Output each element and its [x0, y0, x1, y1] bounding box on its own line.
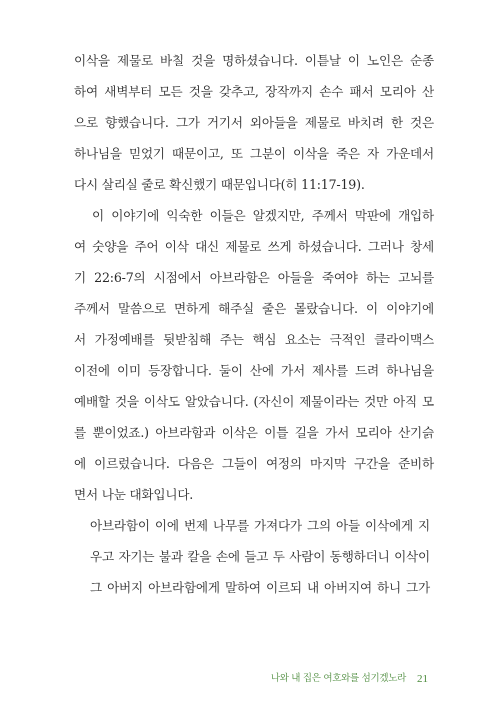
text-line: 주께서 말씀으로 면하게 해주실 줄은 몰랐습니다. 이 이야기에	[74, 301, 434, 316]
text-line: 하여 새벽부터 모든 것을 갖추고, 장작까지 손수 패서 모리아 산	[74, 84, 434, 99]
text-line: 그 아버지 아브라함에게 말하여 이르되 내 아버지여 하니 그가	[90, 580, 430, 595]
text-line: 를 뿐이었죠.) 아브라함과 이삭은 이틀 길을 가서 모리아 산기슭	[74, 425, 434, 440]
text-line: 이삭을 제물로 바칠 것을 명하셨습니다. 이튿날 이 노인은 순종	[74, 53, 434, 68]
text-line: 하나님을 믿었기 때문이고, 또 그분이 이삭을 죽은 자 가운데서	[74, 146, 434, 161]
text-line: 여 숫양을 주어 이삭 대신 제물로 쓰게 하셨습니다. 그러나 창세	[74, 239, 434, 254]
text-line: 아브라함이 이에 번제 나무를 가져다가 그의 아들 이삭에게 지	[90, 518, 430, 533]
page-number: 21	[417, 673, 428, 685]
text-line: 면서 나눈 대화입니다.	[74, 487, 194, 502]
text-line: 예배할 것을 이삭도 알았습니다. (자신이 제물이라는 것만 아직 모	[74, 394, 434, 409]
running-title: 나와 내 집은 여호와를 섬기겠노라	[270, 673, 406, 684]
page-footer	[0, 671, 482, 687]
text-line: 기 22:6-7의 시점에서 아브라함은 아들을 죽여야 하는 고뇌를	[74, 270, 434, 285]
text-line: 이전에 이미 등장합니다. 둘이 산에 가서 제사를 드려 하나님을	[74, 363, 434, 378]
text-line: 우고 자기는 불과 칼을 손에 들고 두 사람이 동행하더니 이삭이	[90, 549, 430, 564]
text-line: 다시 살리실 줄로 확신했기 때문입니다(히 11:17-19).	[74, 177, 365, 192]
text-line: 서 가정예배를 뒷받침해 주는 핵심 요소는 극적인 클라이맥스	[74, 332, 434, 347]
text-line: 에 이르렀습니다. 다음은 그들이 여정의 마지막 구간을 준비하	[74, 456, 434, 471]
text-line: 이 이야기에 익숙한 이들은 알겠지만, 주께서 막판에 개입하	[92, 208, 434, 223]
text-line: 으로 향했습니다. 그가 거기서 외아들을 제물로 바치려 한 것은	[74, 115, 434, 130]
